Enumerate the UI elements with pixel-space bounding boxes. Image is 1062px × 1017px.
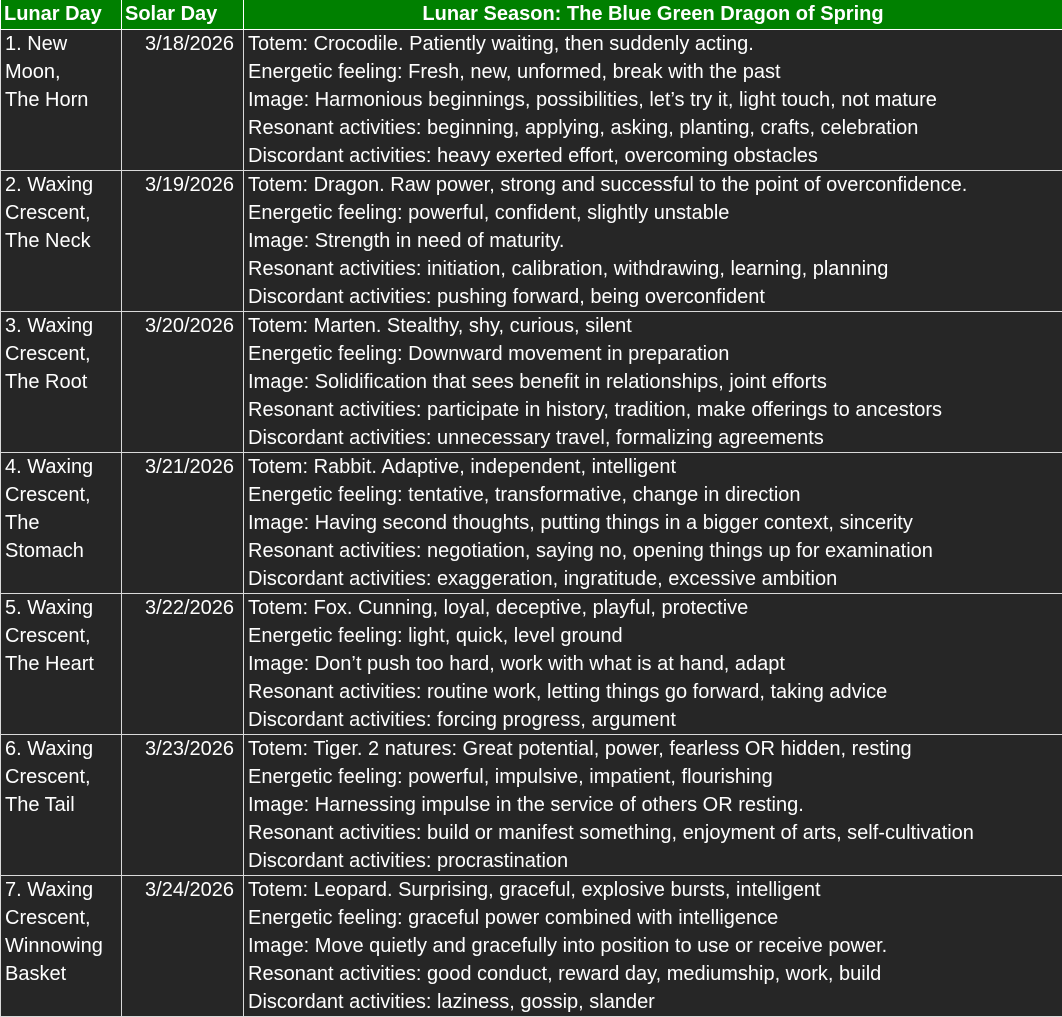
- totem-line: Totem: Dragon. Raw power, strong and successful to the point of overconfidence.: [248, 171, 1062, 199]
- lunar-day-line: The: [5, 509, 121, 537]
- lunar-day-line: Crescent,: [5, 763, 121, 791]
- table-row: [1, 734, 1062, 875]
- solar-day-cell: 3/21/2026: [122, 452, 244, 593]
- energetic-line: Energetic feeling: Fresh, new, unformed, break with the past: [248, 58, 1062, 86]
- season-description-cell: [244, 452, 1062, 593]
- lunar-day-line: 6. Waxing: [5, 735, 121, 763]
- image-line: Image: Harmonious beginnings, possibilities, let’s try it, light touch, not mature: [248, 86, 1062, 114]
- lunar-day-line: The Heart: [5, 650, 121, 678]
- header-lunar-day: Lunar Day: [1, 0, 122, 29]
- image-line: Image: Don’t push too hard, work with what is at hand, adapt: [248, 650, 1062, 678]
- image-line: Image: Solidification that sees benefit in relationships, joint efforts: [248, 368, 1062, 396]
- energetic-line: Energetic feeling: powerful, confident, slightly unstable: [248, 199, 1062, 227]
- discordant-line: Discordant activities: unnecessary travel, formalizing agreements: [248, 424, 1062, 452]
- season-description-cell: [244, 170, 1062, 311]
- lunar-day-line: 5. Waxing: [5, 594, 121, 622]
- resonant-line: Resonant activities: routine work, letting things go forward, taking advice: [248, 678, 1062, 706]
- lunar-day-line: The Neck: [5, 227, 121, 255]
- resonant-line: Resonant activities: negotiation, saying no, opening things up for examination: [248, 537, 1062, 565]
- lunar-day-cell: [1, 311, 122, 452]
- resonant-line: Resonant activities: participate in history, tradition, make offerings to ancestors: [248, 396, 1062, 424]
- table-row: [1, 593, 1062, 734]
- lunar-day-line: 2. Waxing: [5, 171, 121, 199]
- table-row: [1, 29, 1062, 170]
- totem-line: Totem: Rabbit. Adaptive, independent, intelligent: [248, 453, 1062, 481]
- solar-day-cell: 3/19/2026: [122, 170, 244, 311]
- lunar-day-line: Moon,: [5, 58, 121, 86]
- lunar-day-line: The Root: [5, 368, 121, 396]
- header-lunar-season: Lunar Season: The Blue Green Dragon of Spring: [244, 0, 1062, 29]
- image-line: Image: Having second thoughts, putting things in a bigger context, sincerity: [248, 509, 1062, 537]
- discordant-line: Discordant activities: forcing progress, argument: [248, 706, 1062, 734]
- lunar-day-cell: [1, 29, 122, 170]
- totem-line: Totem: Crocodile. Patiently waiting, then suddenly acting.: [248, 30, 1062, 58]
- lunar-day-cell: [1, 734, 122, 875]
- table-body: [1, 29, 1062, 1016]
- lunar-day-line: Crescent,: [5, 340, 121, 368]
- discordant-line: Discordant activities: procrastination: [248, 847, 1062, 875]
- lunar-day-line: Crescent,: [5, 199, 121, 227]
- lunar-day-cell: [1, 170, 122, 311]
- discordant-line: Discordant activities: heavy exerted effort, overcoming obstacles: [248, 142, 1062, 170]
- resonant-line: Resonant activities: initiation, calibration, withdrawing, learning, planning: [248, 255, 1062, 283]
- lunar-day-cell: [1, 875, 122, 1016]
- energetic-line: Energetic feeling: light, quick, level ground: [248, 622, 1062, 650]
- resonant-line: Resonant activities: beginning, applying, asking, planting, crafts, celebration: [248, 114, 1062, 142]
- discordant-line: Discordant activities: exaggeration, ingratitude, excessive ambition: [248, 565, 1062, 593]
- table-row: [1, 452, 1062, 593]
- lunar-day-line: 4. Waxing: [5, 453, 121, 481]
- lunar-day-line: Stomach: [5, 537, 121, 565]
- totem-line: Totem: Tiger. 2 natures: Great potential, power, fearless OR hidden, resting: [248, 735, 1062, 763]
- lunar-day-line: Basket: [5, 960, 121, 988]
- energetic-line: Energetic feeling: graceful power combined with intelligence: [248, 904, 1062, 932]
- resonant-line: Resonant activities: build or manifest something, enjoyment of arts, self-cultivation: [248, 819, 1062, 847]
- lunar-day-line: 3. Waxing: [5, 312, 121, 340]
- totem-line: Totem: Fox. Cunning, loyal, deceptive, playful, protective: [248, 594, 1062, 622]
- energetic-line: Energetic feeling: Downward movement in preparation: [248, 340, 1062, 368]
- lunar-day-line: 1. New: [5, 30, 121, 58]
- season-description-cell: [244, 311, 1062, 452]
- lunar-day-line: The Horn: [5, 86, 121, 114]
- header-row: [1, 0, 1062, 29]
- season-description-cell: [244, 29, 1062, 170]
- table-header: [1, 0, 1062, 29]
- lunar-day-line: Crescent,: [5, 904, 121, 932]
- season-description-cell: [244, 875, 1062, 1016]
- lunar-day-cell: [1, 593, 122, 734]
- lunar-day-cell: [1, 452, 122, 593]
- solar-day-cell: 3/18/2026: [122, 29, 244, 170]
- season-description-cell: [244, 593, 1062, 734]
- image-line: Image: Move quietly and gracefully into position to use or receive power.: [248, 932, 1062, 960]
- energetic-line: Energetic feeling: powerful, impulsive, impatient, flourishing: [248, 763, 1062, 791]
- resonant-line: Resonant activities: good conduct, reward day, mediumship, work, build: [248, 960, 1062, 988]
- lunar-day-line: Crescent,: [5, 481, 121, 509]
- solar-day-cell: 3/20/2026: [122, 311, 244, 452]
- discordant-line: Discordant activities: pushing forward, being overconfident: [248, 283, 1062, 311]
- lunar-day-line: Winnowing: [5, 932, 121, 960]
- solar-day-cell: 3/22/2026: [122, 593, 244, 734]
- image-line: Image: Harnessing impulse in the service of others OR resting.: [248, 791, 1062, 819]
- season-description-cell: [244, 734, 1062, 875]
- totem-line: Totem: Leopard. Surprising, graceful, explosive bursts, intelligent: [248, 876, 1062, 904]
- table-row: [1, 170, 1062, 311]
- energetic-line: Energetic feeling: tentative, transformative, change in direction: [248, 481, 1062, 509]
- totem-line: Totem: Marten. Stealthy, shy, curious, silent: [248, 312, 1062, 340]
- table-row: [1, 875, 1062, 1016]
- discordant-line: Discordant activities: laziness, gossip, slander: [248, 988, 1062, 1016]
- solar-day-cell: 3/23/2026: [122, 734, 244, 875]
- header-solar-day: Solar Day: [122, 0, 244, 29]
- lunar-day-line: Crescent,: [5, 622, 121, 650]
- lunar-day-line: The Tail: [5, 791, 121, 819]
- table-row: [1, 311, 1062, 452]
- solar-day-cell: 3/24/2026: [122, 875, 244, 1016]
- lunar-day-line: 7. Waxing: [5, 876, 121, 904]
- image-line: Image: Strength in need of maturity.: [248, 227, 1062, 255]
